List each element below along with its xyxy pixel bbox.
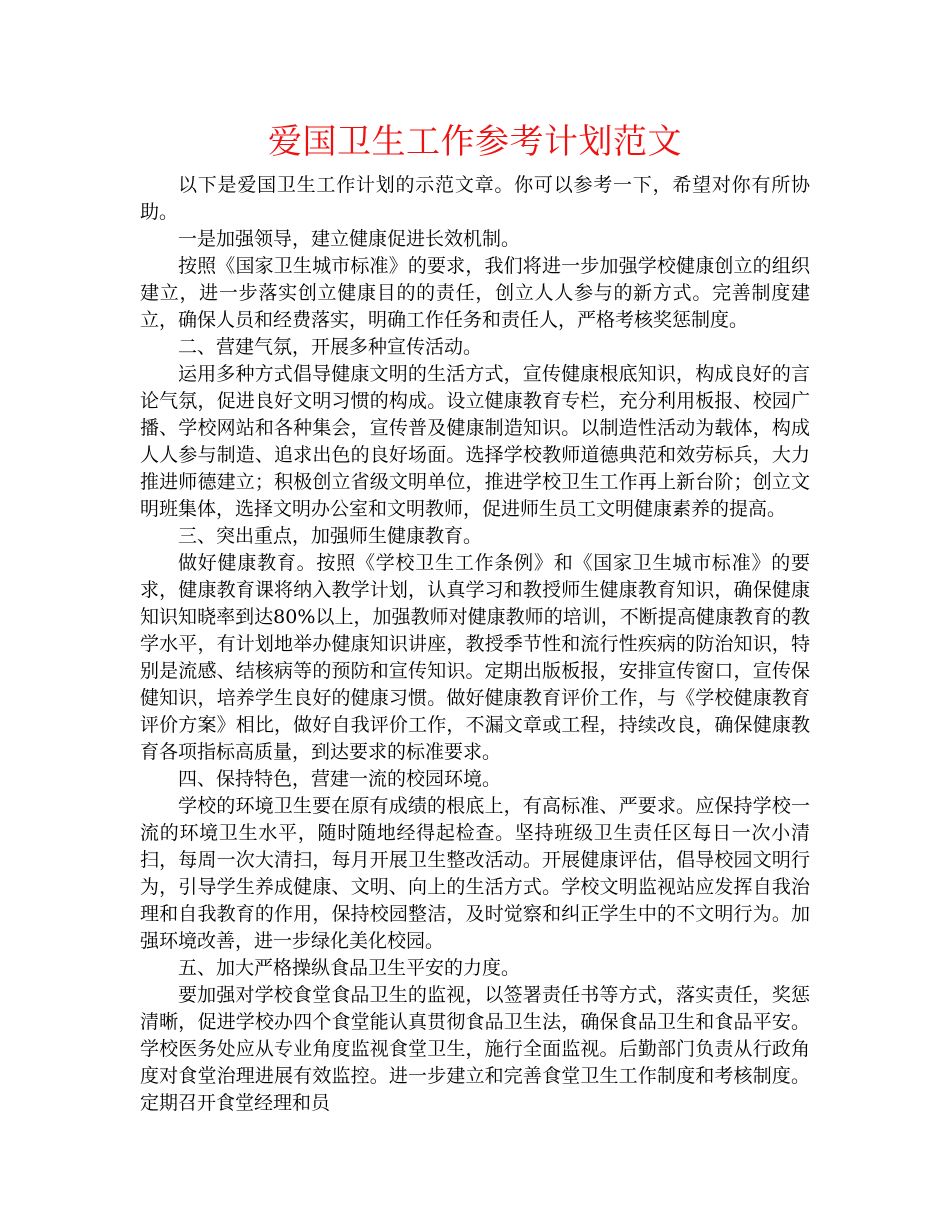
document-title: 爱国卫生工作参考计划范文 <box>268 122 682 162</box>
paragraph-5: 要加强对学校食堂食品卫生的监视，以签署责任书等方式，落实责任，奖惩清晰，促进学校办四个食堂能认真贯彻食品卫生法，确保食品卫生和食品平安。学校医务处应从专业角度监视食堂卫生，施行全面监视。后勤部门负责从行政角度对食堂治理进展有效监控。进一步建立和完善食堂卫生工作制度和考核制度。定期召开食堂经理和员 <box>140 984 810 1114</box>
document-page <box>140 118 810 1117</box>
paragraph-3: 做好健康教育。按照《学校卫生工作条例》和《国家卫生城市标准》的要求，健康教育课将纳入教学计划，认真学习和教授师生健康教育知识，确保健康知识知晓率到达80%以上，加强教师对健康教师的培训，不断提高健康教育的教学水平，有计划地举办健康知识讲座，教授季节性和流行性疾病的防治知识，特别是流感、结核病等的预防和宣传知识。定期出版板报，安排宣传窗口，宣传保健知识，培养学生良好的健康习惯。做好健康教育评价工作，与《学校健康教育评价方案》相比，做好自我评价工作，不漏文章或工程，持续改良，确保健康教育各项指标高质量，到达要求的标准要求。 <box>140 552 810 763</box>
section-heading-1: 一是加强领导，建立健康促进长效机制。 <box>178 228 521 250</box>
section-heading-5: 五、加大严格操纵食品卫生平安的力度。 <box>178 957 521 979</box>
paragraph-4: 学校的环境卫生要在原有成绩的根底上，有高标准、严要求。应保持学校一流的环境卫生水平，随时随地经得起检查。坚持班级卫生责任区每日一次小清扫，每周一次大清扫，每月开展卫生整改活动。开展健康评估，倡导校园文明行为，引导学生养成健康、文明、向上的生活方式。学校文明监视站应发挥自我治理和自我教育的作用，保持校园整洁，及时觉察和纠正学生中的不文明行为。加强环境改善，进一步绿化美化校园。 <box>140 795 810 952</box>
paragraph-2: 运用多种方式倡导健康文明的生活方式，宣传健康根底知识，构成良好的言论气氛，促进良好文明习惯的构成。设立健康教育专栏，充分利用板报、校园广播、学校网站和各种集会，宣传普及健康制造知识。以制造性活动为载体，构成人人参与制造、追求出色的良好场面。选择学校教师道德典范和效劳标兵，大力推进师德建立；积极创立省级文明单位，推进学校卫生工作再上新台阶；创立文明班集体，选择文明办公室和文明教师，促进师生员工文明健康素养的提高。 <box>140 363 810 520</box>
paragraph-1: 按照《国家卫生城市标准》的要求，我们将进一步加强学校健康创立的组织建立，进一步落实创立健康目的的责任，创立人人参与的新方式。完善制度建立，确保人员和经费落实，明确工作任务和责任人，严格考核奖惩制度。 <box>140 255 810 331</box>
paragraph-intro: 以下是爱国卫生工作计划的示范文章。你可以参考一下，希望对你有所协助。 <box>140 174 810 223</box>
section-heading-4: 四、保持特色，营建一流的校园环境。 <box>178 768 502 790</box>
section-heading-2: 二、营建气氛，开展多种宣传活动。 <box>178 336 483 358</box>
section-heading-3: 三、突出重点，加强师生健康教育。 <box>178 525 483 547</box>
